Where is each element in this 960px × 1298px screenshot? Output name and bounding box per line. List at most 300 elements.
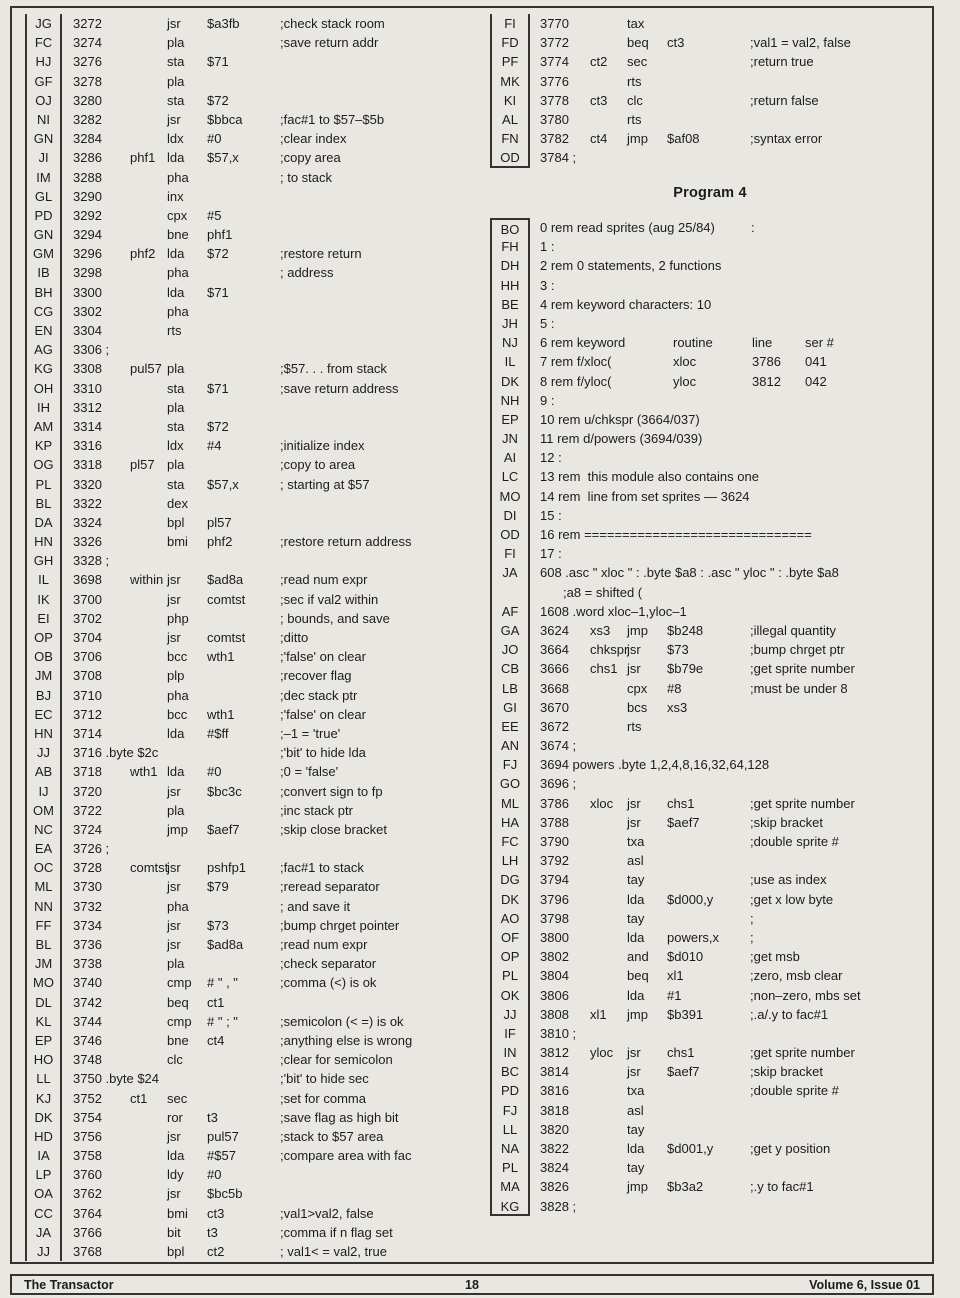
checksum-code: FI [490, 14, 530, 33]
code-text [540, 1197, 930, 1216]
checksum-code: FF [25, 916, 62, 935]
operand: $bc5b [207, 1186, 243, 1202]
opcode: jsr [167, 591, 181, 607]
operand: $aef7 [667, 1064, 700, 1080]
comment: ;skip close bracket [280, 821, 387, 837]
opcode: bpl [167, 514, 185, 530]
comment: ;get msb [750, 949, 800, 965]
code-line [25, 436, 472, 455]
line-number: 3710 [73, 687, 102, 703]
code-line [25, 52, 472, 71]
checksum-code: EA [25, 839, 62, 858]
raw-code: 3784 ; [540, 150, 577, 166]
code-text [73, 551, 472, 570]
opcode: asl [627, 1102, 644, 1118]
operand: $d010 [667, 949, 704, 965]
code-line [25, 762, 472, 781]
operand: wth1 [207, 706, 235, 722]
raw-code: 3 : [540, 277, 555, 293]
checksum-code: GO [490, 774, 530, 793]
code-line [490, 487, 930, 506]
comment: ;read num expr [280, 572, 368, 588]
operand: #5 [207, 207, 222, 223]
opcode: pha [167, 265, 189, 281]
checksum-code: KG [25, 359, 62, 378]
asm-label: xl1 [590, 1006, 607, 1022]
opcode: bcs [627, 699, 648, 715]
code-line [490, 890, 930, 909]
code-text [540, 813, 930, 832]
code-text [73, 302, 472, 321]
comment: ;anything else is wrong [280, 1032, 413, 1048]
checksum-code: JJ [25, 1242, 62, 1261]
opcode: sec [167, 1090, 188, 1106]
code-line [490, 928, 930, 947]
opcode: jmp [627, 622, 648, 638]
line-number: 3706 [73, 649, 102, 665]
opcode: sta [167, 54, 185, 70]
operand: pl57 [207, 514, 232, 530]
line-number: 3298 [73, 265, 102, 281]
checksum-code: GN [25, 225, 62, 244]
operand: t3 [207, 1109, 218, 1125]
checksum-code: ML [490, 794, 530, 813]
code-text [73, 340, 472, 359]
code-text [540, 832, 930, 851]
comment: ;get y position [750, 1141, 831, 1156]
operand: $ad8a [207, 937, 244, 952]
opcode: tax [627, 16, 645, 31]
code-text [73, 916, 472, 935]
line-number: 3772 [540, 35, 569, 51]
line-number: 3664 [540, 642, 569, 658]
code-text [73, 1165, 472, 1184]
code-text [540, 506, 930, 525]
checksum-code: FD [490, 33, 530, 52]
raw-code: 1608 .word xloc–1,yloc–1 [540, 603, 687, 619]
code-text [73, 820, 472, 839]
line-number: 3276 [73, 54, 102, 70]
checksum-code: BE [490, 295, 530, 314]
asm-label: chs1 [590, 661, 618, 677]
comment: ; val1< = val2, true [280, 1244, 387, 1259]
checksum-code: AF [490, 602, 530, 621]
code-text [73, 973, 472, 992]
comment: ;non–zero, mbs set [750, 987, 861, 1003]
checksum-code: LL [490, 1120, 530, 1139]
opcode: lda [167, 150, 185, 166]
line-number: 3778 [540, 92, 569, 108]
operand: $ad8a [207, 572, 244, 588]
opcode: jsr [167, 572, 181, 588]
program4-heading: Program 4 [673, 185, 747, 201]
opcode: clc [627, 92, 643, 108]
operand: $72 [207, 418, 229, 434]
checksum-code: NH [490, 391, 530, 410]
line-number: 3734 [73, 917, 102, 933]
code-line [25, 666, 472, 685]
code-text [540, 909, 930, 928]
checksum-code: PD [25, 206, 62, 225]
line-number: 3812 [540, 1045, 569, 1061]
code-line [25, 359, 472, 378]
line-number: 3736 [73, 937, 102, 952]
opcode: cmp [167, 975, 192, 991]
checksum-code: FJ [490, 755, 530, 774]
code-text [540, 33, 930, 52]
asm-label: phf2 [130, 246, 156, 262]
opcode: jmp [627, 1179, 648, 1195]
line-number: 3280 [73, 92, 102, 108]
comment: ;skip bracket [750, 1064, 823, 1080]
checksum-code: DK [25, 1108, 62, 1127]
code-text [73, 954, 472, 973]
code-text [540, 525, 930, 544]
code-text [540, 91, 930, 110]
checksum-code: EI [25, 609, 62, 628]
code-line [490, 1024, 930, 1043]
comment: ;clear index [280, 131, 347, 147]
code-text [73, 1223, 472, 1242]
code-text [73, 897, 472, 916]
listing-right-column-top [490, 14, 930, 168]
comment: ;double sprite # [750, 1083, 839, 1099]
checksum-code: IF [490, 1024, 530, 1043]
opcode: lda [167, 246, 185, 262]
code-line [25, 1050, 472, 1069]
operand: # " , " [207, 975, 238, 991]
line-number: 3826 [540, 1179, 569, 1195]
line-number: 3278 [73, 73, 102, 89]
comment: ;return true [750, 54, 814, 70]
code-text [540, 314, 930, 333]
raw-code: 9 : [540, 392, 555, 408]
code-line [490, 679, 930, 698]
code-line [490, 698, 930, 717]
code-text [540, 1062, 930, 1081]
opcode: lda [627, 987, 645, 1003]
opcode: pla [167, 73, 185, 89]
raw-code: 1 : [540, 239, 555, 255]
footer-volume-issue: Volume 6, Issue 01 [809, 1277, 920, 1292]
opcode: tay [627, 872, 645, 888]
code-text [540, 947, 930, 966]
code-line [25, 1242, 472, 1261]
opcode: beq [627, 35, 649, 51]
code-text [73, 801, 472, 820]
checksum-code: DG [490, 870, 530, 889]
operand: $72 [207, 246, 229, 262]
code-line [490, 774, 930, 793]
comment: ;convert sign to fp [280, 783, 383, 799]
code-text [73, 666, 472, 685]
code-line [25, 570, 472, 589]
code-line [25, 33, 472, 52]
code-line [490, 563, 930, 582]
comment: ;save return address [280, 380, 399, 396]
code-line [25, 168, 472, 187]
raw-code: 12 : [540, 450, 562, 466]
line-number: 3814 [540, 1064, 569, 1080]
code-line [25, 1127, 472, 1146]
line-number: 3802 [540, 949, 569, 965]
opcode: asl [627, 853, 644, 869]
operand: $bbca [207, 111, 243, 127]
rem-tab-cell: xloc [673, 354, 697, 370]
opcode: tay [627, 1121, 645, 1137]
code-line [490, 1158, 930, 1177]
code-line [490, 276, 930, 295]
code-text [540, 148, 930, 167]
code-text [73, 225, 472, 244]
checksum-code: GI [490, 698, 530, 717]
code-line [490, 506, 930, 525]
line-number: 3764 [73, 1205, 102, 1221]
line-number: 3712 [73, 706, 102, 722]
code-line [25, 321, 472, 340]
comment: ;restore return address [280, 534, 412, 550]
code-line [25, 897, 472, 916]
code-line [25, 110, 472, 129]
line-number: 3738 [73, 956, 102, 972]
code-text [540, 295, 930, 314]
code-text [540, 448, 930, 467]
line-number: 3272 [73, 16, 102, 31]
code-line [25, 379, 472, 398]
code-text [540, 1120, 930, 1139]
opcode: tay [627, 910, 645, 926]
operand: #1 [667, 987, 682, 1003]
code-line [25, 1204, 472, 1223]
checksum-code: EP [490, 410, 530, 429]
code-text [540, 679, 930, 698]
code-text [540, 1043, 930, 1062]
code-line [25, 1069, 472, 1088]
checksum-code: HN [25, 724, 62, 743]
opcode: sta [167, 476, 185, 492]
rem-tab-cell: ser # [805, 335, 834, 351]
checksum-code: GF [25, 72, 62, 91]
code-line [490, 813, 930, 832]
line-number: 3316 [73, 438, 102, 454]
code-text [73, 532, 472, 551]
code-text [73, 110, 472, 129]
code-text [73, 417, 472, 436]
code-text [540, 986, 930, 1005]
comment: ;ditto [280, 630, 309, 645]
raw-code: 608 .asc " xloc " : .byte $a8 : .asc " yloc " : .byte $a8 [540, 565, 839, 581]
code-line [490, 14, 930, 33]
line-number: 3326 [73, 534, 102, 550]
operand: $72 [207, 92, 229, 108]
line-number: 3718 [73, 764, 102, 780]
asm-label: comtst [130, 860, 169, 876]
checksum-code: BC [490, 1062, 530, 1081]
opcode: pla [167, 457, 185, 473]
rem-tab-cell: 041 [805, 354, 827, 370]
line-number: 3752 [73, 1090, 102, 1106]
checksum-code: JA [25, 1223, 62, 1242]
comment: ;semicolon (< =) is ok [280, 1013, 404, 1029]
code-line [25, 993, 472, 1012]
operand: #$ff [207, 725, 229, 741]
checksum-code: CC [25, 1204, 62, 1223]
line-number: 3668 [540, 680, 569, 696]
checksum-code: OF [490, 928, 530, 947]
operand: powers,x [667, 929, 720, 945]
code-line [490, 129, 930, 148]
operand: pshfp1 [207, 860, 247, 876]
checksum-code: DA [25, 513, 62, 532]
code-text [73, 686, 472, 705]
asm-label: wth1 [130, 764, 158, 780]
code-text [540, 218, 930, 237]
comment: ;.a/.y to fac#1 [750, 1006, 829, 1022]
code-line [25, 225, 472, 244]
raw-code: 3828 ; [540, 1198, 577, 1214]
raw-code: 3716 .byte $2c [73, 745, 159, 761]
line-number: 3744 [73, 1013, 102, 1029]
operand: #0 [207, 764, 222, 780]
code-text [540, 890, 930, 909]
comment: ;compare area with fac [280, 1148, 412, 1164]
opcode: bcc [167, 706, 188, 722]
code-text [540, 966, 930, 985]
line-number: 3822 [540, 1141, 569, 1156]
code-text [73, 743, 472, 762]
code-text [73, 148, 472, 167]
code-text [73, 321, 472, 340]
checksum-code: IM [25, 168, 62, 187]
code-line [25, 877, 472, 896]
comment: ;val1>val2, false [280, 1205, 374, 1221]
checksum-code: JJ [490, 1005, 530, 1024]
line-number: 3808 [540, 1006, 569, 1022]
code-line [25, 91, 472, 110]
code-text [73, 475, 472, 494]
checksum-code: GA [490, 621, 530, 640]
code-text [540, 467, 930, 486]
line-number: 3324 [73, 514, 102, 530]
operand: $d001,y [667, 1141, 714, 1156]
opcode: pla [167, 361, 185, 377]
code-line [25, 973, 472, 992]
line-number: 3782 [540, 131, 569, 147]
rem-tab-cell: 7 rem f/xloc( [540, 354, 612, 370]
code-line [25, 302, 472, 321]
code-line [25, 340, 472, 359]
opcode: ldx [167, 131, 184, 147]
comment: ;illegal quantity [750, 622, 836, 638]
opcode: jsr [627, 814, 641, 830]
comment: ;–1 = 'true' [280, 725, 341, 741]
line-number: 3732 [73, 898, 102, 914]
opcode: jsr [627, 642, 641, 658]
code-text [540, 372, 930, 391]
comment: ;zero, msb clear [750, 968, 843, 984]
line-number: 3704 [73, 630, 102, 645]
operand: $57,x [207, 150, 239, 166]
checksum-code: NC [25, 820, 62, 839]
checksum-code: EP [25, 1031, 62, 1050]
line-number: 3758 [73, 1148, 102, 1164]
code-line [490, 1197, 930, 1216]
footer-publication-name: The Transactor [24, 1277, 114, 1292]
checksum-code: OA [25, 1184, 62, 1203]
line-number: 3790 [540, 834, 569, 849]
line-number: 3756 [73, 1128, 102, 1144]
checksum-code: BL [25, 935, 62, 954]
code-text [73, 1127, 472, 1146]
comment: ;use as index [750, 872, 827, 888]
checksum-code: JM [25, 954, 62, 973]
operand: $57,x [207, 476, 239, 492]
checksum-code: MA [490, 1177, 530, 1196]
checksum-code [490, 583, 530, 602]
comment: ;clear for semicolon [280, 1052, 393, 1068]
checksum-code: KI [490, 91, 530, 110]
code-line [25, 244, 472, 263]
opcode: sec [627, 54, 648, 70]
raw-code: 3328 ; [73, 553, 110, 569]
comment: ;recover flag [280, 668, 352, 684]
code-text [540, 410, 930, 429]
line-number: 3322 [73, 495, 102, 511]
comment: ;'false' on clear [280, 649, 366, 665]
checksum-code: CG [25, 302, 62, 321]
code-line [490, 1177, 930, 1196]
code-text [540, 14, 930, 33]
code-text [73, 628, 472, 647]
checksum-code: NN [25, 897, 62, 916]
raw-code: 14 rem line from set sprites — 3624 [540, 488, 750, 504]
code-text [540, 333, 930, 352]
checksum-code: JH [490, 314, 530, 333]
code-line [25, 1165, 472, 1184]
code-text [73, 1031, 472, 1050]
operand: phf2 [207, 534, 233, 550]
checksum-code: OM [25, 801, 62, 820]
code-line [490, 909, 930, 928]
comment: ;dec stack ptr [280, 687, 358, 703]
code-text [540, 429, 930, 448]
code-line [25, 1108, 472, 1127]
code-text [540, 602, 930, 621]
checksum-code: HH [490, 276, 530, 295]
asm-label: within [130, 572, 164, 588]
opcode: jsr [167, 937, 181, 952]
checksum-code: BJ [25, 686, 62, 705]
code-text [540, 640, 930, 659]
opcode: pha [167, 687, 189, 703]
comment: ; starting at $57 [280, 476, 370, 492]
opcode: ldy [167, 1167, 184, 1183]
code-line [490, 391, 930, 410]
checksum-code: PD [490, 1081, 530, 1100]
opcode: jsr [167, 16, 181, 31]
opcode: txa [627, 1083, 645, 1099]
line-number: 3818 [540, 1102, 569, 1118]
comment: ;save flag as high bit [280, 1109, 399, 1125]
opcode: beq [627, 968, 649, 984]
comment: ;stack to $57 area [280, 1128, 384, 1144]
line-number: 3798 [540, 910, 569, 926]
comment: ; to stack [280, 169, 333, 185]
line-number: 3742 [73, 994, 102, 1010]
line-number: 3776 [540, 73, 569, 89]
operand: ct4 [207, 1032, 225, 1048]
code-text [540, 1139, 930, 1158]
